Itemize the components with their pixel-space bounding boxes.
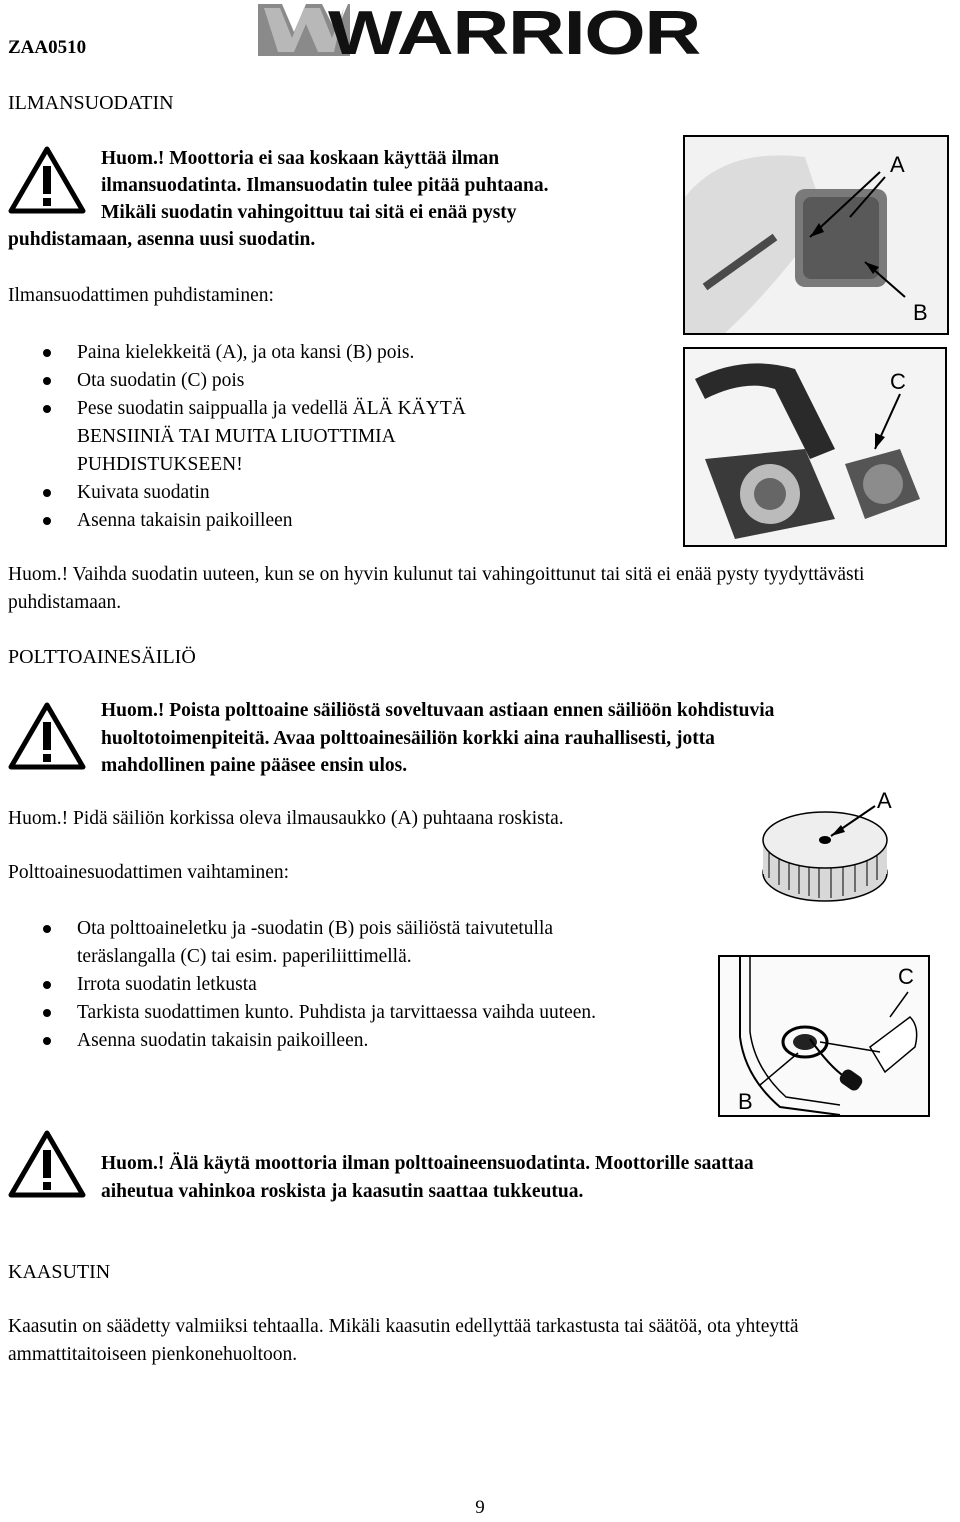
fuel-filter-warning-line1: Huom.! Älä käytä moottoria ilman polttoaineensuodatinta. Moottorille saattaa <box>101 1153 754 1174</box>
air-filter-heading: ILMANSUODATIN <box>8 92 174 114</box>
air-filter-warning-line3: Mikäli suodatin vahingoittuu tai sitä ei enää pysty <box>101 202 517 223</box>
air-filter-warning-line2: ilmansuodatinta. Ilmansuodatin tulee pitää puhtaana. <box>101 175 549 196</box>
list-item: Asenna takaisin paikoilleen <box>0 507 600 535</box>
model-code: ZAA0510 <box>8 37 87 58</box>
warning-triangle-icon <box>8 1130 86 1198</box>
fuel-cap-figure <box>755 778 925 908</box>
air-filter-cover-figure <box>683 135 949 335</box>
list-item: Paina kielekkeitä (A), ja ota kansi (B) pois. <box>0 339 600 367</box>
air-filter-steps <box>0 339 600 535</box>
fuel-filter-warning-line2: aiheutua vahinkoa roskista ja kaasutin saattaa tukkeutua. <box>101 1181 584 1202</box>
list-item: Tarkista suodattimen kunto. Puhdista ja tarvittaessa vaihda uuteen. <box>0 999 597 1027</box>
fuel-tank-warning-line3: mahdollinen paine pääsee ensin ulos. <box>101 755 408 776</box>
figure-label-a: A <box>877 788 892 813</box>
carburetor-heading: KAASUTIN <box>8 1261 111 1283</box>
fuel-filter-figure <box>718 955 930 1117</box>
carburetor-text: Kaasutin on säädetty valmiiksi tehtaalla. Mikäli kaasutin edellyttää tarkastusta tai säätöä, ota yhteyttä ammattitaitoiseen pienkonehuoltoon. <box>8 1316 799 1365</box>
warning-triangle-icon <box>8 146 86 214</box>
warrior-logo <box>258 2 702 58</box>
figure-label-b: B <box>738 1089 753 1114</box>
figure-label-a: A <box>890 152 905 177</box>
air-filter-warning-line1: Huom.! Moottoria ei saa koskaan käyttää ilman <box>101 148 500 169</box>
list-item: Irrota suodatin letkusta <box>0 971 600 999</box>
warning-triangle-icon <box>8 702 86 770</box>
list-item: Pese suodatin saippualla ja vedellä ÄLÄ KÄYTÄ BENSIINIÄ TAI MUITA LIUOTTIMIA PUHDISTUKSEEN! <box>0 395 557 479</box>
air-filter-cleaning-title: Ilmansuodattimen puhdistaminen: <box>8 285 274 306</box>
brand-name: WARRIOR <box>328 2 701 58</box>
air-filter-note: Huom.! Vaihda suodatin uuteen, kun se on hyvin kulunut tai vahingoittunut tai sitä ei enää pysty tyydyttävästi puhdistamaan. <box>8 564 865 613</box>
list-item: Kuivata suodatin <box>0 479 600 507</box>
fuel-tank-vent-note: Huom.! Pidä säiliön korkissa oleva ilmausaukko (A) puhtaana roskista. <box>8 808 564 829</box>
fuel-tank-warning-line2: huoltotoimenpiteitä. Avaa polttoainesäiliön korkki aina rauhallisesti, jotta <box>101 728 715 749</box>
figure-label-c: C <box>890 369 906 394</box>
fuel-tank-warning-line1: Huom.! Poista polttoaine säiliöstä soveltuvaan astiaan ennen säiliöön kohdistuvia <box>101 700 775 721</box>
list-item: Asenna suodatin takaisin paikoilleen. <box>0 1027 600 1055</box>
list-item: Ota polttoaineletku ja -suodatin (B) pois säiliöstä taivutetulla teräslangalla (C) tai esim. paperiliittimellä. <box>0 915 597 971</box>
fuel-filter-steps <box>0 915 600 1055</box>
air-filter-element-figure <box>683 347 947 547</box>
list-item: Ota suodatin (C) pois <box>0 367 600 395</box>
fuel-tank-heading: POLTTOAINESÄILIÖ <box>8 646 196 668</box>
page-number: 9 <box>475 1497 485 1518</box>
fuel-filter-title: Polttoainesuodattimen vaihtaminen: <box>8 862 290 883</box>
figure-label-c: C <box>898 964 914 989</box>
air-filter-warning-line4: puhdistamaan, asenna uusi suodatin. <box>8 229 316 250</box>
figure-label-b: B <box>913 300 928 325</box>
